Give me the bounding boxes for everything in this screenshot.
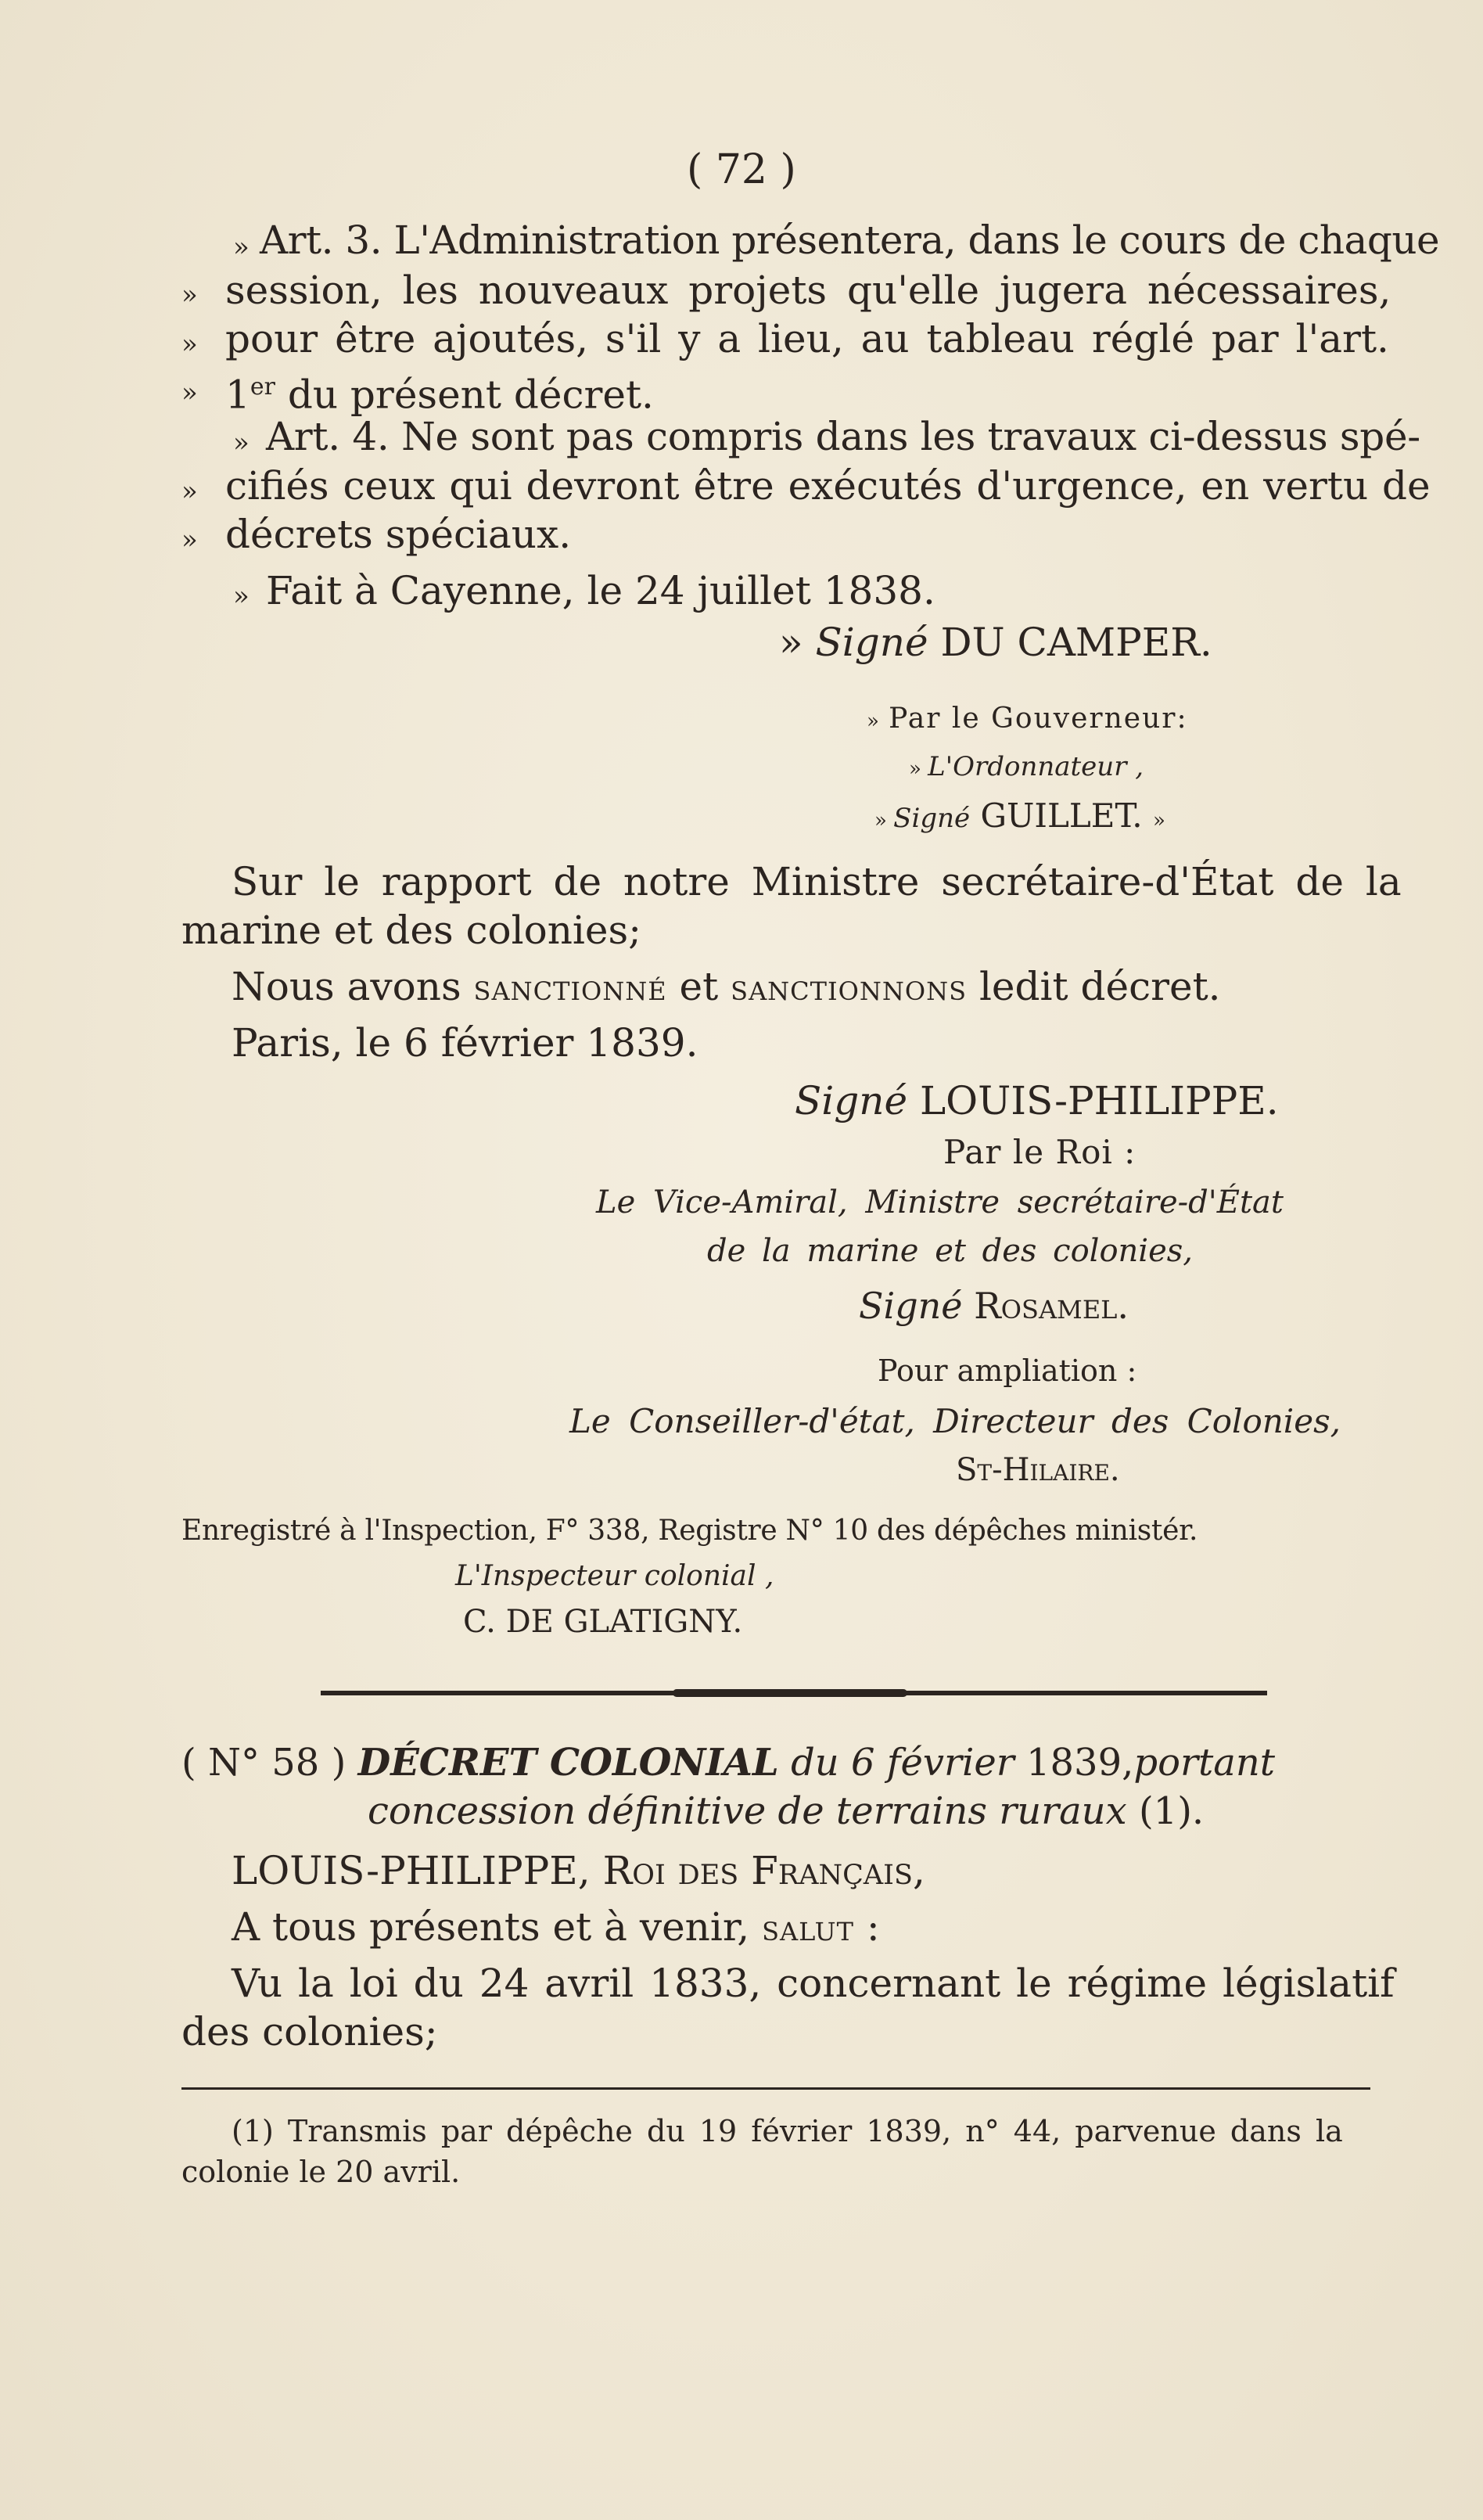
footnote-ref: (1). [1138, 1789, 1205, 1833]
signe-label: Signé [795, 1078, 908, 1123]
signature-guillet [874, 796, 1165, 835]
greeting-text: A tous présents et à venir, [232, 1904, 750, 1950]
inspector-title: L'Inspecteur colonial , [455, 1560, 774, 1592]
sanction-line-1: Sur le rapport de notre Ministre secrétaire-d'État de la [232, 859, 1402, 904]
inspector-name: C. DE GLATIGNY. [463, 1604, 743, 1640]
quote-mark: » [867, 710, 889, 733]
decree-date: du 6 février [791, 1741, 1014, 1785]
signature-rosamel [859, 1285, 1129, 1327]
ampliation-name: St-Hilaire. [956, 1452, 1120, 1488]
sanction-line-2: marine et des colonies; [181, 908, 642, 953]
king-title: Roi des Français, [602, 1848, 925, 1893]
minister-name: Rosamel. [974, 1285, 1129, 1327]
article-line: Art. 4. Ne sont pas compris dans les travaux ci-dessus spé- [266, 414, 1420, 459]
sanction-line-3 [232, 962, 1221, 1016]
footnote-rule [181, 2087, 1370, 2090]
quote-mark: » [181, 377, 198, 408]
greeting-line [232, 1903, 880, 1956]
art1-number: 1 [225, 372, 250, 418]
decree-subject: concession définitive de terrains ruraux [368, 1789, 1127, 1833]
quote-mark: » [181, 329, 198, 360]
signature-du-camper [779, 618, 1212, 667]
section-divider [321, 1688, 1267, 1698]
text-fragment: Nous avons [232, 964, 461, 1009]
text-fragment: SANCTIONNÉ [473, 976, 667, 1006]
footnote-line-2: colonie le 20 avril. [181, 2155, 461, 2189]
par-gouverneur-text: Par le Gouverneur: [889, 703, 1188, 735]
ordonnateur-name: GUILLET. [980, 796, 1143, 835]
art1-rest: du présent décret. [275, 372, 654, 418]
quote-mark: » [181, 279, 198, 311]
text-fragment: ledit décret. [978, 964, 1221, 1009]
article-line: Art. 3. L'Administration présentera, dans le cours de chaque [260, 217, 1440, 263]
minister-title-2: de la marine et des colonies, [707, 1233, 1193, 1269]
signature-louis-philippe [795, 1077, 1279, 1125]
king-name: LOUIS-PHILIPPE. [919, 1078, 1279, 1123]
decree-year: 1839, [1025, 1741, 1134, 1785]
decree-number: ( N° 58 ) [181, 1741, 347, 1785]
ampliation-title: Le Conseiller-d'état, Directeur des Colonies, [569, 1402, 1341, 1440]
text-fragment: SANCTIONNONS [731, 976, 968, 1006]
decree-58-heading [181, 1738, 1275, 1787]
par-le-gouverneur [867, 703, 1188, 735]
vu-line-2: des colonies; [181, 2009, 438, 2054]
article-line [225, 363, 654, 419]
quote-mark: » [233, 581, 250, 612]
article-line: pour être ajoutés, s'il y a lieu, au tableau réglé par l'art. [225, 316, 1389, 361]
quote-mark: » [233, 427, 250, 458]
quote-mark: » [909, 757, 928, 781]
king-heading [232, 1846, 925, 1895]
page-number: ( 72 ) [687, 146, 796, 193]
sanction-date: Paris, le 6 février 1839. [232, 1020, 698, 1066]
decree-58-heading-2 [368, 1787, 1204, 1835]
signe-label: Signé [815, 620, 928, 665]
signe-label: Signé [893, 803, 971, 834]
governor-name: DU CAMPER. [940, 620, 1212, 665]
ampliation-label: Pour ampliation : [878, 1353, 1137, 1388]
superscript: er [250, 373, 275, 401]
king-name: LOUIS-PHILIPPE, [232, 1848, 591, 1893]
quote-mark: » [181, 524, 198, 555]
quote-mark: » [181, 476, 198, 507]
article-line: décrets spéciaux. [225, 512, 572, 557]
text-fragment: et [679, 964, 719, 1009]
vu-line-1: Vu la loi du 24 avril 1833, concernant le régime législatif [232, 1961, 1395, 2006]
ordonnateur-text: L'Ordonnateur , [928, 751, 1144, 782]
article-line: cifiés ceux qui devront être exécutés d'urgence, en vertu de [225, 463, 1431, 509]
minister-title-1: Le Vice-Amiral, Ministre secrétaire-d'État [596, 1185, 1284, 1220]
registration-line: Enregistré à l'Inspection, F° 338, Registre N° 10 des dépêches ministér. [181, 1515, 1198, 1547]
greeting-salut: SALUT [762, 1917, 854, 1947]
quote-mark: » [1153, 809, 1165, 832]
decree-portant: portant [1133, 1741, 1276, 1785]
quote-mark: » [874, 809, 894, 832]
article-line: session, les nouveaux projets qu'elle jugera nécessaires, [225, 268, 1391, 313]
article-line: Fait à Cayenne, le 24 juillet 1838. [266, 568, 935, 613]
decree-title: DÉCRET COLONIAL [357, 1741, 779, 1785]
footnote-line-1: (1) Transmis par dépêche du 19 février 1839, n° 44, parvenue dans la [232, 2114, 1343, 2148]
par-le-roi: Par le Roi : [943, 1133, 1136, 1171]
quote-mark: » [779, 620, 816, 665]
signe-label: Signé [859, 1285, 963, 1327]
ordonnateur-title [909, 751, 1144, 782]
greeting-colon: : [866, 1904, 880, 1950]
quote-mark: » [233, 232, 250, 263]
